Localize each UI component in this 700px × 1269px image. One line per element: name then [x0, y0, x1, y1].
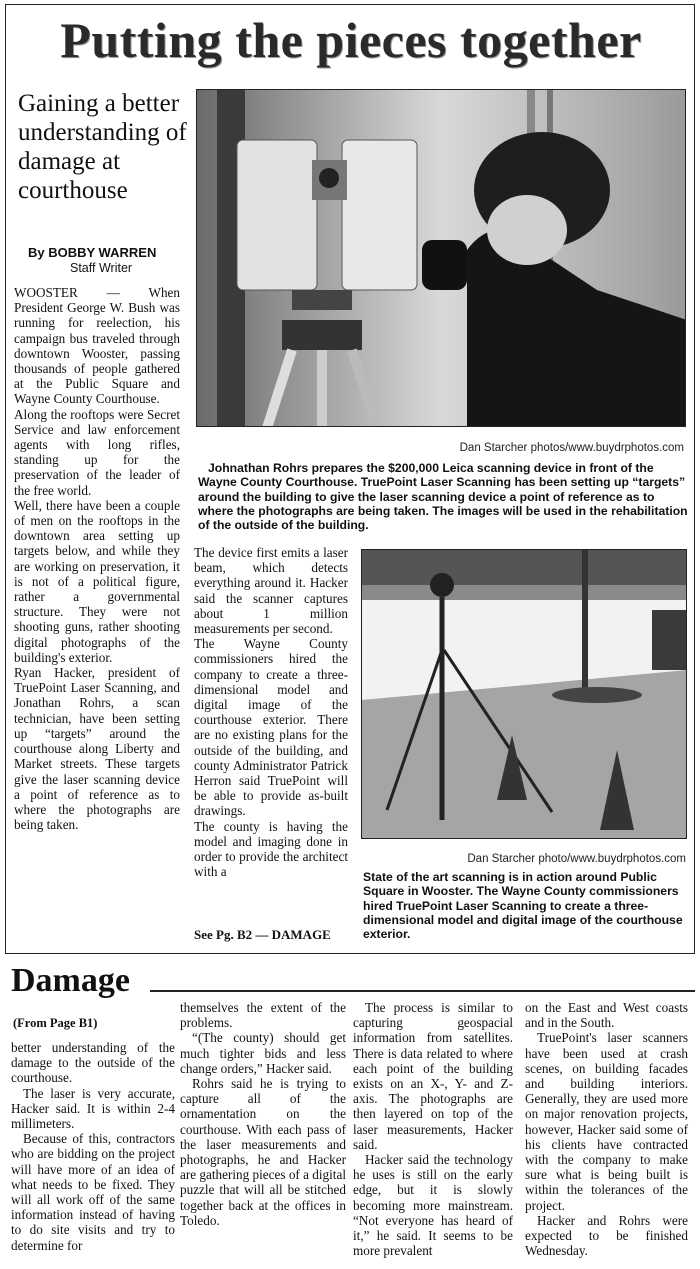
photo-scanning-target-image	[362, 550, 687, 839]
paragraph: Hacker said the technology he uses is still on the early edge, but it is slowly becoming more mainstream. “Not everyone has heard of it,” he said. It seems to be more prevalent	[353, 1152, 513, 1259]
photo-scanner-operator	[196, 89, 686, 427]
paragraph: on the East and West coasts and in the South.	[525, 1000, 688, 1031]
headline: Putting the pieces together	[60, 12, 642, 68]
deck-subheadline: Gaining a better understanding of damage at courthouse	[18, 90, 187, 204]
photo-scanning-target	[361, 549, 687, 839]
paragraph: The device first emits a laser beam, which detects everything around it. Hacker said the scanner captures about 1 million measurements per second.	[194, 545, 348, 637]
paragraph: Because of this, contractors who are bidding on the project will have more of an idea of what needs to be fixed. They will all work off of the same information instead of having to do site visits and try to determine for	[11, 1131, 175, 1253]
paragraph: The Wayne County commissioners hired the company to create a three-dimensional model and digital image of the courthouse exterior. There are no existing plans for the outside of the building, and county Administrator Patrick Herron said TruePoint will be able to provide as-built drawings.	[194, 636, 348, 819]
continuation-column-4	[525, 1000, 688, 1258]
continuation-clipping	[5, 962, 695, 1265]
paragraph: Rohrs said he is trying to capture all of the ornamentation on the courthouse. With each pass of the laser measurements and photographs, he and Hacker are gathering pieces of a digital puzzle that will all be stitched together back at the offices in Toledo.	[180, 1076, 346, 1228]
paragraph: WOOSTER — When President George W. Bush was running for reelection, his campaign bus traveled through downtown Wooster, passing thousands of people gathered at the Public Square and Wayne County Courthouse.	[14, 285, 180, 407]
photo-credit: Dan Starcher photo/www.buydrphotos.com	[467, 853, 686, 865]
photo-scanner-operator-image	[197, 90, 686, 427]
body-column-1	[14, 285, 180, 832]
continuation-headline: Damage	[11, 962, 130, 999]
paragraph: TruePoint's laser scanners have been used at crash scenes, on building facades and building interiors. Generally, they are used more on major renovation projects, however, Hacker said some of his clients have contracted with the company to make sure what is being built is within the tolerances of the project.	[525, 1030, 688, 1213]
photo-caption: Johnathan Rohrs prepares the $200,000 Leica scanning device in front of the Wayne County Courthouse. TruePoint Laser Scanning has been setting up “targets” around the building to give the laser scanning device a point of reference as to where the photographs are being taken. The images will be used in the rehabilitation of the outside of the building.	[198, 461, 688, 533]
paragraph: The county is having the model and imaging done in order to provide the architect with a	[194, 818, 348, 880]
byline: By BOBBY WARREN	[28, 245, 157, 260]
body-column-2	[194, 545, 348, 879]
paragraph: Ryan Hacker, president of TruePoint Laser Scanning, and Jonathan Rohrs, a scan technician, have been setting up “targets” around the courthouse along Liberty and Market streets. These targets give the laser scanning device a point of reference as to where the photographs are being taken.	[14, 665, 180, 833]
paragraph: The laser is very accurate, Hacker said. It is within 2-4 millimeters.	[11, 1085, 175, 1132]
byline-title: Staff Writer	[70, 261, 133, 275]
continued-from-label: (From Page B1)	[13, 1016, 98, 1030]
paragraph: Along the rooftops were Secret Service and law enforcement agents with long rifles, standing up for the preservation of the leader of the free world.	[14, 406, 180, 498]
photo-credit: Dan Starcher photos/www.buydrphotos.com	[459, 442, 684, 454]
continuation-column-3	[353, 1000, 513, 1258]
paragraph: Well, there have been a couple of men on the rooftops in the downtown area setting up targets below, and while they are working on preservation, it is not of a political figure, rather a governmental structure. They were not shooting guns, rather shooting digital photographs of the building's exterior.	[14, 497, 180, 665]
paragraph: The process is similar to capturing geospacial information from satellites. There is data related to where each point of the building exists on an X-, Y- and Z-axis. The photographs are then layered on top of the laser measurements, Hacker said.	[353, 1000, 513, 1152]
paragraph: better understanding of the damage to the outside of the courthouse.	[11, 1040, 175, 1086]
article-clipping	[5, 4, 695, 954]
paragraph: themselves the extent of the problems.	[180, 1000, 346, 1031]
headline-rule	[150, 990, 695, 992]
continuation-column-1	[11, 1040, 175, 1253]
paragraph: Hacker and Rohrs were expected to be finished Wednesday.	[525, 1212, 688, 1259]
continuation-column-2	[180, 1000, 346, 1228]
paragraph: “(The county) should get much tighter bids and less change orders,” Hacker said.	[180, 1030, 346, 1076]
jump-line: See Pg. B2 — DAMAGE	[194, 927, 331, 942]
photo-caption: State of the art scanning is in action around Public Square in Wooster. The Wayne County commissioners hired TruePoint Laser Scanning to create a three-dimensional model and digital image of the courthouse exterior.	[363, 870, 683, 942]
